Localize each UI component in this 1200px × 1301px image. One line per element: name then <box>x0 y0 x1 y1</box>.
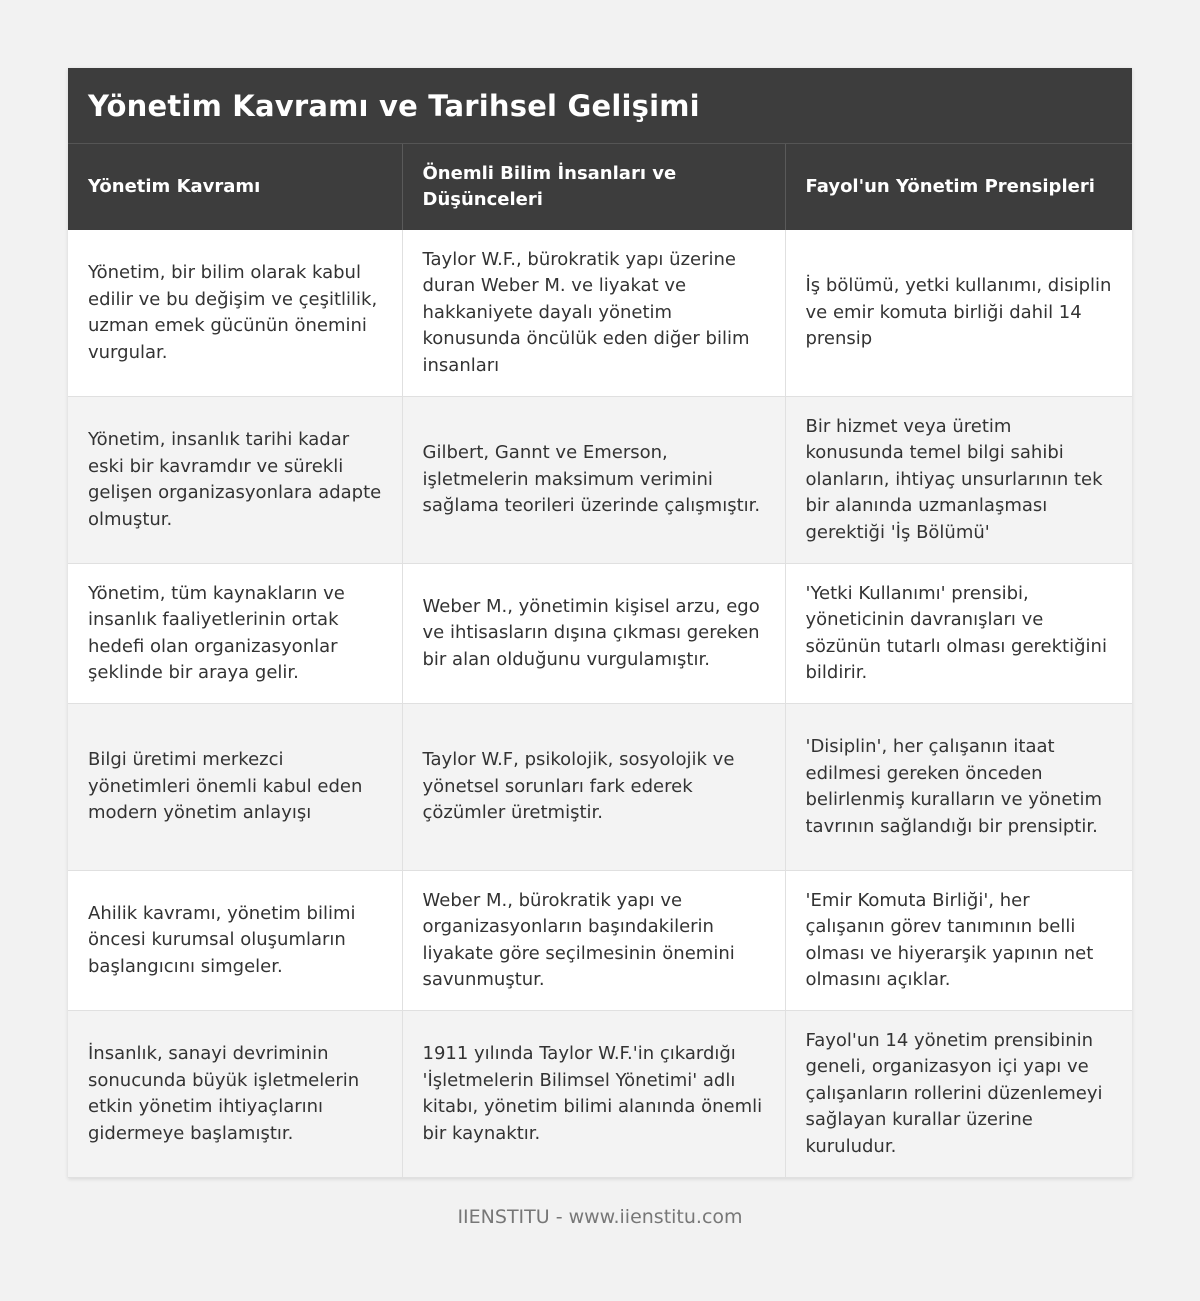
table-cell: Ahilik kavramı, yönetim bilimi öncesi kurumsal oluşumların başlangıcını simgeler. <box>68 871 402 1011</box>
column-header: Yönetim Kavramı <box>68 144 402 230</box>
table-cell: Taylor W.F, psikolojik, sosyolojik ve yönetsel sorunları fark ederek çözümler üretmiştir. <box>402 704 785 871</box>
data-table <box>68 144 1132 1178</box>
table-cell: Taylor W.F., bürokratik yapı üzerine duran Weber M. ve liyakat ve hakkaniyete dayalı yönetim konusunda öncülük eden diğer bilim insanları <box>402 230 785 397</box>
table-cell: Bir hizmet veya üretim konusunda temel bilgi sahibi olanların, ihtiyaç unsurlarının tek bir alanında uzmanlaşması gerektiği 'İş Bölümü' <box>785 397 1132 564</box>
table-cell: 'Disiplin', her çalışanın itaat edilmesi gereken önceden belirlenmiş kuralların ve yönetim tavrının sağlandığı bir prensiptir. <box>785 704 1132 871</box>
table-cell: 'Yetki Kullanımı' prensibi, yöneticinin davranışları ve sözünün tutarlı olması gerektiğini bildirir. <box>785 564 1132 704</box>
page-title: Yönetim Kavramı ve Tarihsel Gelişimi <box>88 88 700 123</box>
column-header: Önemli Bilim İnsanları ve Düşünceleri <box>402 144 785 230</box>
table-cell: Weber M., yönetimin kişisel arzu, ego ve ihtisasların dışına çıkması gereken bir alan olduğunu vurgulamıştır. <box>402 564 785 704</box>
table-row <box>68 230 1132 397</box>
column-header: Fayol'un Yönetim Prensipleri <box>785 144 1132 230</box>
footer-credit: IIENSTITU - www.iienstitu.com <box>457 1206 743 1228</box>
table-cell: Yönetim, insanlık tarihi kadar eski bir kavramdır ve sürekli gelişen organizasyonlara adapte olmuştur. <box>68 397 402 564</box>
table-row <box>68 397 1132 564</box>
table-row <box>68 1011 1132 1178</box>
table-card <box>68 68 1132 1178</box>
table-cell: Yönetim, tüm kaynakların ve insanlık faaliyetlerinin ortak hedefi olan organizasyonlar şeklinde bir araya gelir. <box>68 564 402 704</box>
table-cell: Yönetim, bir bilim olarak kabul edilir ve bu değişim ve çeşitlilik, uzman emek gücünün önemini vurgular. <box>68 230 402 397</box>
table-cell: İnsanlık, sanayi devriminin sonucunda büyük işletmelerin etkin yönetim ihtiyaçlarını gidermeye başlamıştır. <box>68 1011 402 1178</box>
header-row <box>68 144 1132 230</box>
table-cell: Weber M., bürokratik yapı ve organizasyonların başındakilerin liyakate göre seçilmesinin önemini savunmuştur. <box>402 871 785 1011</box>
table-header <box>68 144 1132 230</box>
table-row <box>68 564 1132 704</box>
table-cell: Gilbert, Gannt ve Emerson, işletmelerin maksimum verimini sağlama teorileri üzerinde çalışmıştır. <box>402 397 785 564</box>
table-body <box>68 230 1132 1178</box>
table-row <box>68 871 1132 1011</box>
table-cell: İş bölümü, yetki kullanımı, disiplin ve emir komuta birliği dahil 14 prensip <box>785 230 1132 397</box>
table-cell: Fayol'un 14 yönetim prensibinin geneli, organizasyon içi yapı ve çalışanların rollerini düzenlemeyi sağlayan kurallar üzerine kuruludur. <box>785 1011 1132 1178</box>
table-cell: 'Emir Komuta Birliği', her çalışanın görev tanımının belli olması ve hiyerarşik yapının net olmasını açıklar. <box>785 871 1132 1011</box>
title-bar <box>68 68 1132 144</box>
table-cell: Bilgi üretimi merkezci yönetimleri önemli kabul eden modern yönetim anlayışı <box>68 704 402 871</box>
table-cell: 1911 yılında Taylor W.F.'in çıkardığı 'İşletmelerin Bilimsel Yönetimi' adlı kitabı, yönetim bilimi alanında önemli bir kaynaktır. <box>402 1011 785 1178</box>
table-row <box>68 704 1132 871</box>
